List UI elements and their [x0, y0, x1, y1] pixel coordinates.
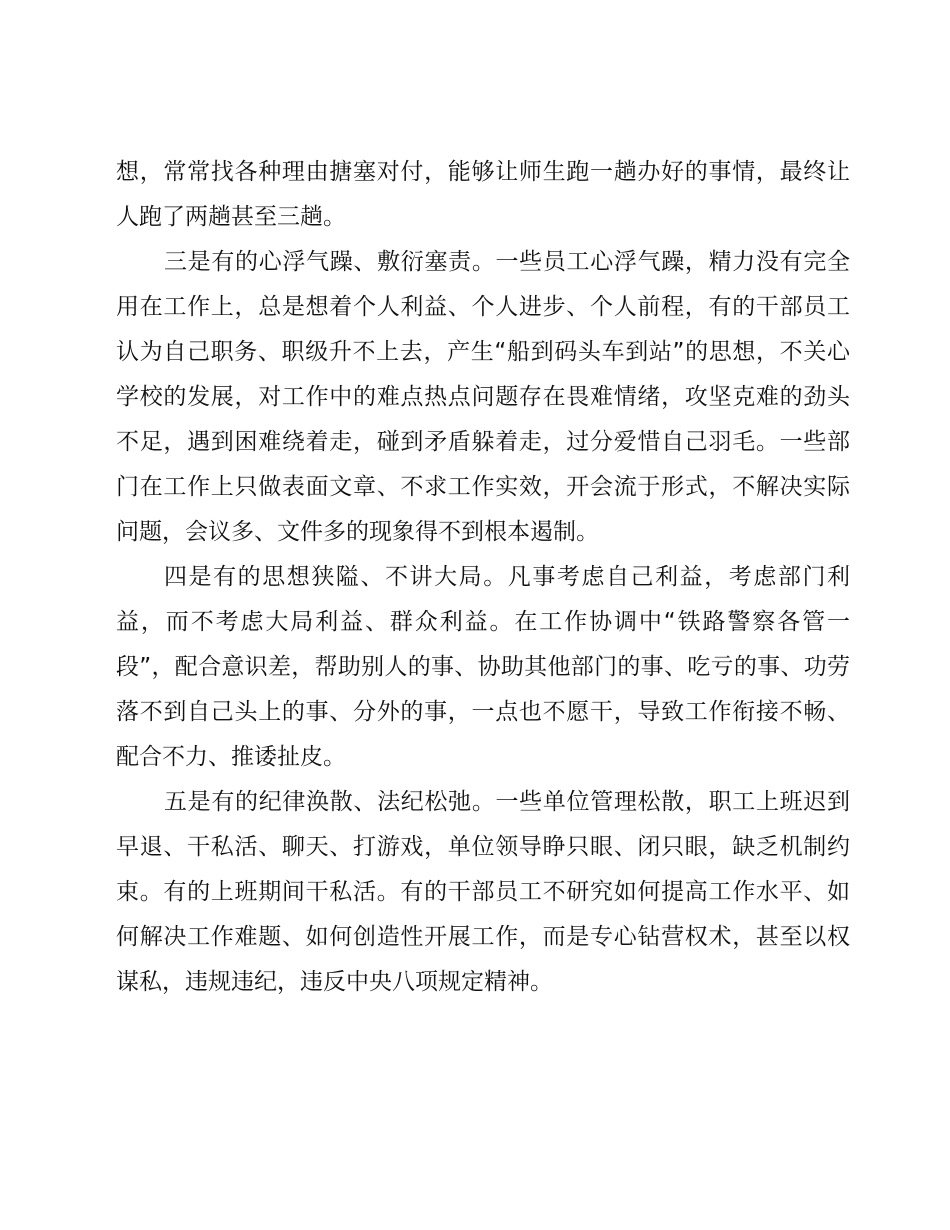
paragraph-point-three: 三是有的心浮气躁、敷衍塞责。一些员工心浮气躁，精力没有完全用在工作上，总是想着个人利益、个人进步、个人前程，有的干部员工认为自己职务、职级升不上去，产生“船到码头车到站”的思想，不关心学校的发展，对工作中的难点热点问题存在畏难情绪，攻坚克难的劲头不足，遇到困难绕着走，碰到矛盾躲着走，过分爱惜自己羽毛。一些部门在工作上只做表面文章、不求工作实效，开会流于形式，不解决实际问题，会议多、文件多的现象得不到根本遏制。	[116, 249, 850, 545]
paragraph-point-four: 四是有的思想狭隘、不讲大局。凡事考虑自己利益，考虑部门利益，而不考虑大局利益、群众利益。在工作协调中“铁路警察各管一段”，配合意识差，帮助别人的事、协助其他部门的事、吃亏的事、功劳落不到自己头上的事、分外的事，一点也不愿干，导致工作衔接不畅、配合不力、推诿扯皮。	[116, 564, 850, 770]
paragraph-continuation: 想，常常找各种理由搪塞对付，能够让师生跑一趟办好的事情，最终让人跑了两趟甚至三趟。	[116, 159, 850, 230]
paragraph-point-five: 五是有的纪律涣散、法纪松弛。一些单位管理松散，职工上班迟到早退、干私活、聊天、打游戏，单位领导睁只眼、闭只眼，缺乏机制约束。有的上班期间干私活。有的干部员工不研究如何提高工作水平、如何解决工作难题、如何创造性开展工作，而是专心钻营权术，甚至以权谋私，违规违纪，违反中央八项规定精神。	[116, 789, 850, 995]
document-body	[116, 150, 850, 1005]
